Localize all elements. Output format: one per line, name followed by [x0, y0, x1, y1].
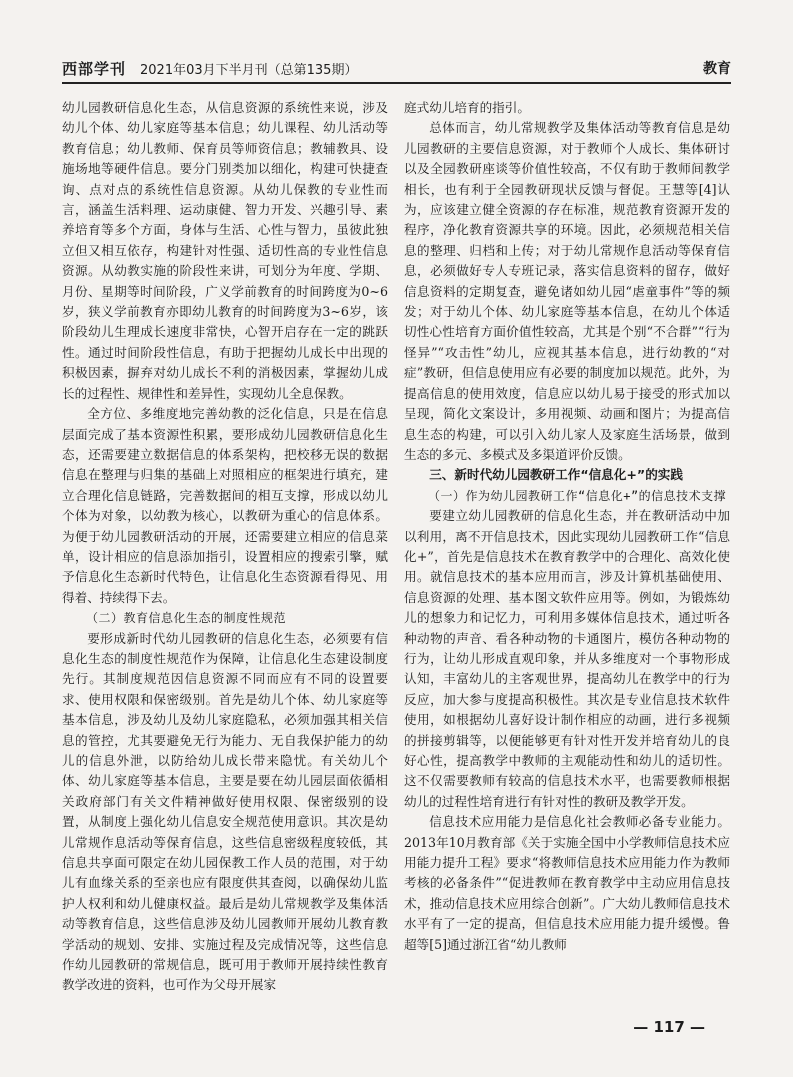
- paragraph: 总体而言，幼儿常规教学及集体活动等教育信息是幼儿园教研的主要信息资源，对于教师个人成长、集体研讨以及全园教研座谈等价值性较高，不仅有助于教师间教学相长，也有利于全园教研现状反馈与督促。王慧等[4]认为，应该建立健全资源的存在标准，规范教育资源开发的程序，净化教育资源共享的环境。因此，必须规范相关信息的整理、归档和上传；对于幼儿常规作息活动等保育信息，必须做好专人专班记录，落实信息资料的留存，做好信息资料的定期复查，避免诸如幼儿园“虐童事件”等的频发；对于幼儿个体、幼儿家庭等基本信息，在幼儿个体适切性心性培育方面价值性较高，尤其是个别“不合群”“行为怪异”“攻击性”幼儿，应视其基本信息，进行幼教的“对症”教研，但信息使用应有必要的制度加以规范。此外，为提高信息的使用效度，信息应以幼儿易于接受的形式加以呈现，简化文案设计，多用视频、动画和图片；为提高信息生态的构建，可以引入幼儿家人及家庭生活场景，做到生态的多元、多模式及多渠道评价反馈。: [404, 120, 730, 462]
- paragraph: 幼儿园教研信息化生态，从信息资源的系统性来说，涉及幼儿个体、幼儿家庭等基本信息；幼儿课程、幼儿活动等教育信息；幼儿教师、保育员等师资信息；教辅教具、设施场地等硬件信息。要分门别类加以细化，构建可快捷查询、点对点的系统性信息资源。从幼儿保教的专业性而言，涵盖生活料理、运动康健、智力开发、兴趣引导、素养培育等多个方面，身体与生活、心性与智力，虽彼此独立但又相互依存，构建针对性强、适切性高的专业性信息资源。从幼教实施的阶段性来讲，可划分为年度、学期、月份、星期等时间阶段，广义学前教育的时间跨度为0~6岁，狭义学前教育亦即幼儿教育的时间跨度为3~6岁，该阶段幼儿生理成长速度非常快，心智开启存在一定的跳跃性。通过时间阶段性信息，有助于把握幼儿成长中出现的积极因素，摒弃对幼儿成长不利的消极因素，掌握幼儿成长的过程性、规律性和差异性，实现幼儿全息保教。: [62, 100, 388, 401]
- paragraph: 要形成新时代幼儿园教研的信息化生态，必须要有信息化生态的制度性规范作为保障，让信息化生态建设制度先行。其制度规范因信息资源不同而应有不同的设置要求、使用权限和保密级别。首先是幼儿个体、幼儿家庭等基本信息，涉及幼儿及幼儿家庭隐私，必须加强其相关信息的管控，尤其要避免无行为能力、无自我保护能力的幼儿的信息外泄，以防给幼儿成长带来隐忧。有关幼儿个体、幼儿家庭等基本信息，主要是要在幼儿园层面依循相关政府部门有关文件精神做好使用权限、保密级别的设置，从制度上强化幼儿信息安全规范使用意识。其次是幼儿常规作息活动等保育信息，这些信息密级程度较低，其信息共享面可限定在幼儿园保教工作人员的范围，对于幼儿有血缘关系的至亲也应有限度供其查阅，以确保幼儿监护人权利和幼儿健康权益。最后是幼儿常规教学及集体活动等教育信息，这些信息涉及幼儿园教师开展幼儿教育教学活动的规划、安排、实施过程及完成情况等，这些信息作幼儿园教研的常规信息，既可用于教师开展持续性教育教学改进的资料，也可作为父母开展家: [62, 630, 388, 993]
- section-heading: 三、新时代幼儿园教研工作“信息化+”的实践: [429, 467, 683, 483]
- paragraph: 庭式幼儿培育的指引。: [404, 100, 530, 115]
- running-header: [62, 58, 731, 82]
- issue-info: 2021年03月下半月刊（总第135期）: [140, 63, 358, 78]
- left-column: [62, 98, 388, 996]
- section-name: 教育: [703, 61, 731, 77]
- right-column: [404, 98, 730, 955]
- header-rule: [62, 82, 731, 84]
- section-heading: （一）作为幼儿园教研工作“信息化+”的信息技术支撑: [428, 488, 727, 503]
- paragraph: 全方位、多维度地完善幼教的泛化信息，只是在信息层面完成了基本资源性积累，要形成幼儿园教研信息化生态，还需要建立数据信息的体系架构，把校移无误的数据信息在整理与归集的基础上对照相应的框架进行填充，建立合理化信息链路，完善数据间的相互支撑，形成以幼儿个体为对象，以幼教为核心，以教研为重心的信息体系。为便于幼儿园教研活动的开展，还需要建立相应的信息菜单，设计相应的信息添加指引，设置相应的搜索引擎，赋予信息化生态新时代特色，让信息化生态资源看得见、用得着、持续得下去。: [62, 406, 388, 605]
- paragraph: 信息技术应用能力是信息化社会教师必备专业能力。2013年10月教育部《关于实施全国中小学教师信息技术应用能力提升工程》要求“将教师信息技术应用能力作为教师考核的必备条件”“促进教师在教育教学中主动应用信息技术，推动信息技术应用综合创新”。广大幼儿教师信息技术水平有了一定的提高，但信息技术应用能力提升缓慢。鲁超等[5]通过浙江省“幼儿教师: [404, 814, 730, 952]
- paragraph: 要建立幼儿园教研的信息化生态，并在教研活动中加以利用，离不开信息技术，因此实现幼儿园教研工作“信息化+”，首先是信息技术在教育教学中的合理化、高效化使用。就信息技术的基本应用而言，涉及计算机基础使用、信息资源的处理、基本图文软件应用等。例如，为锻炼幼儿的想象力和记忆力，可利用多媒体信息技术，通过听各种动物的声音、看各种动物的卡通图片，模仿各种动物的行为，让幼儿形成直观印象，并从多维度对一个事物形成认知，丰富幼儿的主客观世界，提高幼儿在教学中的行为反应，加大参与度提高积极性。其次是专业信息技术软件使用，如根据幼儿喜好设计制作相应的动画，进行多视频的拼接剪辑等，以便能够更有针对性开发并培育幼儿的良好心性，提高教学中教师的主观能动性和幼儿的适切性。这不仅需要教师有较高的信息技术水平，也需要教师根据幼儿的过程性培育进行有针对性的教研及教学开发。: [404, 508, 730, 809]
- page-number: — 117 —: [633, 1018, 705, 1036]
- section-heading: （二）教育信息化生态的制度性规范: [86, 611, 287, 626]
- journal-name: 西部学刊: [62, 60, 127, 78]
